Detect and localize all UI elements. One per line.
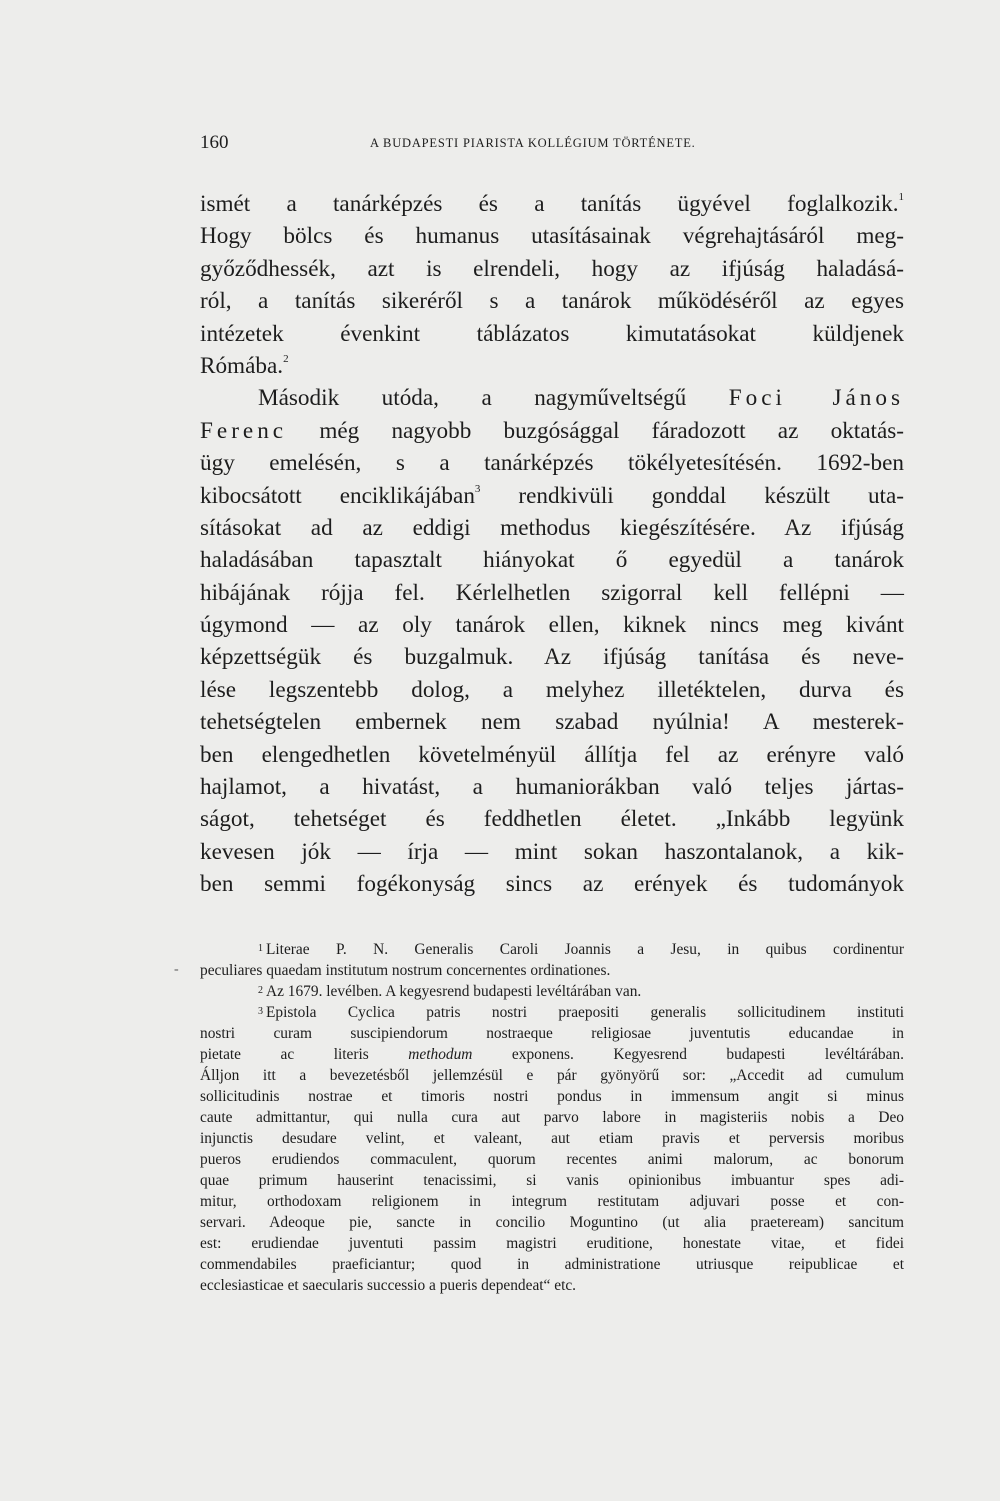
text-line: hibájának rójja fel. Kérlelhetlen szigorral kell fellépni —: [200, 579, 904, 606]
text-line: ságot, tehetséget és feddhetlen életet. „Inkább legyünk: [200, 806, 904, 833]
footnote-line: commendabiles praeficiantur; quod in administratione utriusque reipublicae et: [200, 1256, 904, 1273]
person-name: Foci János: [728, 385, 904, 412]
footnote-line: Álljon itt a bevezetésből jellemzésül e pár gyönyörű sor: „Accedit ad cumulum: [200, 1067, 904, 1084]
body-text: [200, 188, 904, 901]
person-name: Ferenc: [200, 417, 288, 444]
running-head: A BUDAPESTI PIARISTA KOLLÉGIUM TÖRTÉNETE.: [370, 136, 696, 150]
text-line: Rómába.$^2$: [200, 352, 289, 379]
footnote-2: 2 Az 1679. levélben. A kegyesrend budapesti levéltárában van.: [258, 983, 642, 1000]
text-line: intézetek évenkint táblázatos kimutatásokat küldjenek: [200, 320, 904, 347]
footnote-number: 3: [258, 1006, 263, 1017]
text-line: ról, a tanítás sikeréről s a tanárok működéséről az egyes: [200, 288, 904, 315]
footnote-line: est: erudiendae juventuti passim magistri eruditione, honestate vitae, et fidei: [200, 1235, 904, 1252]
text-line: Második utóda, a nagyműveltségű Foci János: [258, 385, 904, 412]
footnote-line: sollicitudinis nostrae et timoris nostri pondus in immensum angit si minus: [200, 1088, 904, 1105]
footnote-line: ecclesiasticae et saecularis successio a pueris dependeat“ etc.: [200, 1277, 577, 1294]
text-line: úgymond — az oly tanárok ellen, kiknek nincs meg kivánt: [200, 612, 904, 639]
footnote-ref[interactable]: 3: [474, 482, 481, 495]
footnote-line: quae primum hauserint tenacissimi, si vanis opinionibus imbuantur spes adi-: [200, 1172, 904, 1189]
text-line: képzettségük és buzgalmuk. Az ifjúság tanítása és neve-: [200, 644, 904, 671]
footnote-number: 2: [258, 985, 263, 996]
footnote-line: peculiares quaedam institutum nostrum concernentes ordinationes.: [200, 962, 611, 979]
text-line: sításokat ad az eddigi methodus kiegészítésére. Az ifjúság: [200, 514, 904, 541]
text-line: kibocsátott enciklikájában$^3$ rendkivüli gonddal készült uta-: [200, 482, 905, 509]
text-line: lése legszentebb dolog, a melyhez illetéktelen, durva és: [200, 676, 904, 703]
text-line: győződhessék, azt is elrendeli, hogy az ifjúság haladásá-: [200, 255, 904, 282]
text-line: ügy emelésén, s a tanárképzés tökélyetesítésén. 1692-ben: [200, 450, 904, 477]
text-line: tehetségtelen embernek nem szabad nyúlnia! A mesterek-: [200, 709, 904, 736]
footnote-3: 3 Epistola Cyclica patris nostri praepositi generalis sollicitudinem instituti: [258, 1004, 904, 1021]
text-line: ben semmi fogékonyság sincs az erények és tudományok: [200, 871, 904, 898]
footnote-line: pueros erudiendos commaculent, quorum recentes animi malorum, ac bonorum: [200, 1151, 904, 1168]
page-number: 160: [200, 132, 229, 153]
footnote-line: nostri curam suscipiendorum nostraeque religiosae juventutis educandae in: [200, 1025, 904, 1042]
text-line: ismét a tanárképzés és a tanítás ügyével foglalkozik.$^1$: [200, 191, 904, 217]
text-line: haladásában tapasztalt hiányokat ő egyedül a tanárok: [200, 547, 904, 574]
footnote-line: caute admittantur, qui nulla cura aut parvo labore in magisteriis nobis a Deo: [200, 1109, 904, 1126]
footnote-number: 1: [258, 943, 263, 954]
text-line: hajlamot, a hivatást, a humaniorákban való teljes jártas-: [200, 774, 904, 801]
page-header: [200, 132, 904, 158]
footnote-line: injunctis desudare velint, et valeant, aut etiam pravis et perversis moribus: [200, 1130, 904, 1147]
footnotes: [200, 939, 904, 1296]
footnote-ref[interactable]: 2: [283, 353, 289, 366]
text-line: Hogy bölcs és humanus utasításainak végrehajtásáról meg-: [200, 223, 904, 250]
text-line: ben elengedhetlen követelményül állítja fel az erényre való: [200, 741, 904, 768]
footnote-line: mitur, orthodoxam religionem in integrum restitutam adjuvari posse et con-: [200, 1193, 904, 1210]
footnote-line: servari. Adeoque pie, sancte in concilio Moguntino (ut alia praeteream) sancitum: [200, 1214, 904, 1231]
footnote-ref[interactable]: 1: [898, 191, 904, 204]
footnote-1: 1 Literae P. N. Generalis Caroli Joannis a Jesu, in quibus cordinentur: [258, 941, 904, 958]
text-line: kevesen jók — írja — mint sokan haszontalanok, a kik-: [200, 838, 904, 865]
italic-word: methodum: [408, 1046, 473, 1063]
footnote-line: pietate ac literis methodum exponens. Kegyesrend budapesti levéltárában.: [200, 1046, 904, 1063]
margin-mark: -: [174, 962, 179, 977]
text-line: Ferenc még nagyobb buzgósággal fáradozott az oktatás-: [200, 417, 905, 444]
